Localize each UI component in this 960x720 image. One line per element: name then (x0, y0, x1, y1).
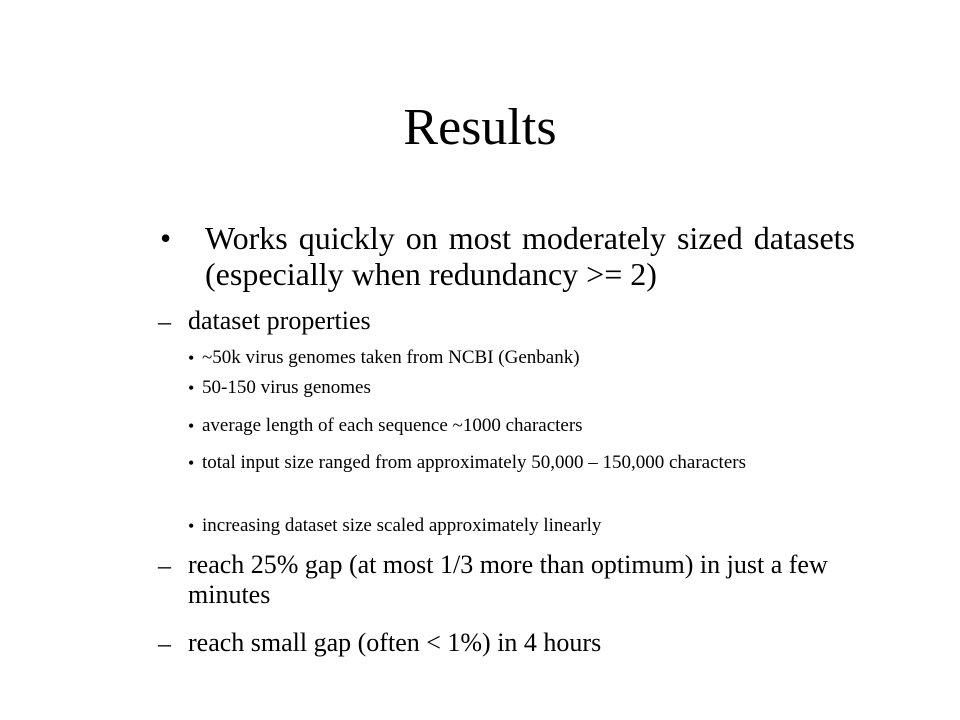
bullet-marker: • (160, 220, 172, 256)
detail-item: average length of each sequence ~1000 characters (202, 415, 583, 436)
detail-bullet-marker: • (188, 453, 195, 473)
detail-bullet-marker: • (188, 516, 195, 536)
sub-point-gap-hours: reach small gap (often < 1%) in 4 hours (188, 628, 602, 657)
sub-point-dataset-properties: dataset properties (188, 306, 371, 335)
detail-bullet-marker: • (188, 416, 195, 436)
detail-item: 50-150 virus genomes (202, 377, 371, 398)
slide-title: Results (403, 99, 557, 156)
detail-item: total input size ranged from approximately 50,000 – 150,000 characters (202, 452, 746, 473)
dash-marker: – (158, 307, 171, 336)
sub-point-gap-minutes: reach 25% gap (at most 1/3 more than optimum) in just a few minutes (188, 550, 828, 609)
detail-item: increasing dataset size scaled approximately linearly (202, 515, 602, 536)
detail-item: ~50k virus genomes taken from NCBI (Genbank) (202, 347, 580, 368)
detail-bullet-marker: • (188, 378, 195, 398)
dash-marker: – (158, 629, 171, 658)
detail-bullet-marker: • (188, 348, 195, 368)
main-point: Works quickly on most moderately sized datasets (especially when redundancy >= 2) (205, 220, 855, 292)
dash-marker: – (158, 551, 171, 580)
